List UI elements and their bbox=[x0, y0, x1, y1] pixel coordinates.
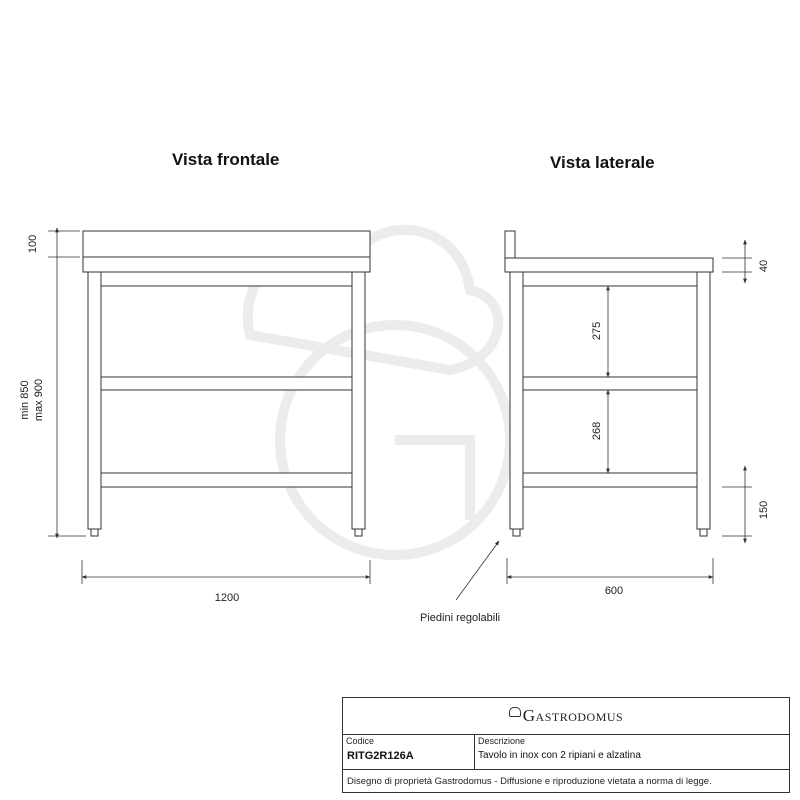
footer-note: Disegno di proprietà Gastrodomus - Diffusione e riproduzione vietata a norma di legge. bbox=[347, 776, 712, 787]
divider-bottom bbox=[343, 769, 789, 770]
front-shelf-upper bbox=[101, 377, 352, 390]
side-backsplash-dim: 40 bbox=[758, 259, 770, 273]
front-view-title: Vista frontale bbox=[172, 150, 280, 169]
front-backsplash-dim: 100 bbox=[27, 234, 39, 254]
front-shelf-lower bbox=[101, 473, 352, 487]
front-height-max: max 900 bbox=[33, 378, 45, 422]
side-worktop bbox=[505, 258, 713, 272]
code-label: Codice bbox=[346, 736, 375, 746]
front-width-dim: 1200 bbox=[214, 592, 240, 604]
side-shelf-lower bbox=[523, 473, 697, 487]
side-backsplash bbox=[505, 231, 515, 258]
chef-hat-icon bbox=[509, 707, 521, 717]
front-top-rail bbox=[101, 272, 352, 286]
side-foot-back bbox=[700, 529, 707, 536]
front-height-min: min 850 bbox=[19, 380, 31, 420]
side-foot-front bbox=[513, 529, 520, 536]
feet-leader-line bbox=[456, 541, 499, 600]
side-top-rail bbox=[523, 272, 697, 286]
brand-name: Gastrodomus bbox=[343, 706, 789, 726]
feet-annotation: Piedini regolabili bbox=[420, 612, 501, 624]
side-dimension-lines bbox=[507, 240, 752, 584]
side-leg-front bbox=[510, 272, 523, 529]
description-label: Descrizione bbox=[478, 736, 526, 746]
front-leg-right bbox=[352, 272, 365, 529]
side-view-title: Vista laterale bbox=[550, 153, 655, 172]
divider-code bbox=[474, 734, 475, 769]
front-view-drawing bbox=[83, 231, 370, 536]
description-value: Tavolo in inox con 2 ripiani e alzatina bbox=[478, 750, 641, 761]
front-foot-left bbox=[91, 529, 98, 536]
side-shelf-upper bbox=[523, 377, 697, 390]
front-leg-left bbox=[88, 272, 101, 529]
side-shelf-gap-lower: 268 bbox=[591, 421, 603, 441]
code-value: RITG2R126A bbox=[347, 750, 414, 762]
front-worktop bbox=[83, 257, 370, 272]
side-leg-back bbox=[697, 272, 710, 529]
front-backsplash bbox=[83, 231, 370, 257]
side-view-drawing bbox=[505, 231, 713, 536]
side-depth-dim: 600 bbox=[604, 585, 624, 597]
front-foot-right bbox=[355, 529, 362, 536]
title-block bbox=[342, 697, 790, 793]
divider-top bbox=[343, 734, 789, 735]
side-bottom-clearance: 150 bbox=[758, 500, 770, 520]
side-shelf-gap-upper: 275 bbox=[591, 321, 603, 341]
